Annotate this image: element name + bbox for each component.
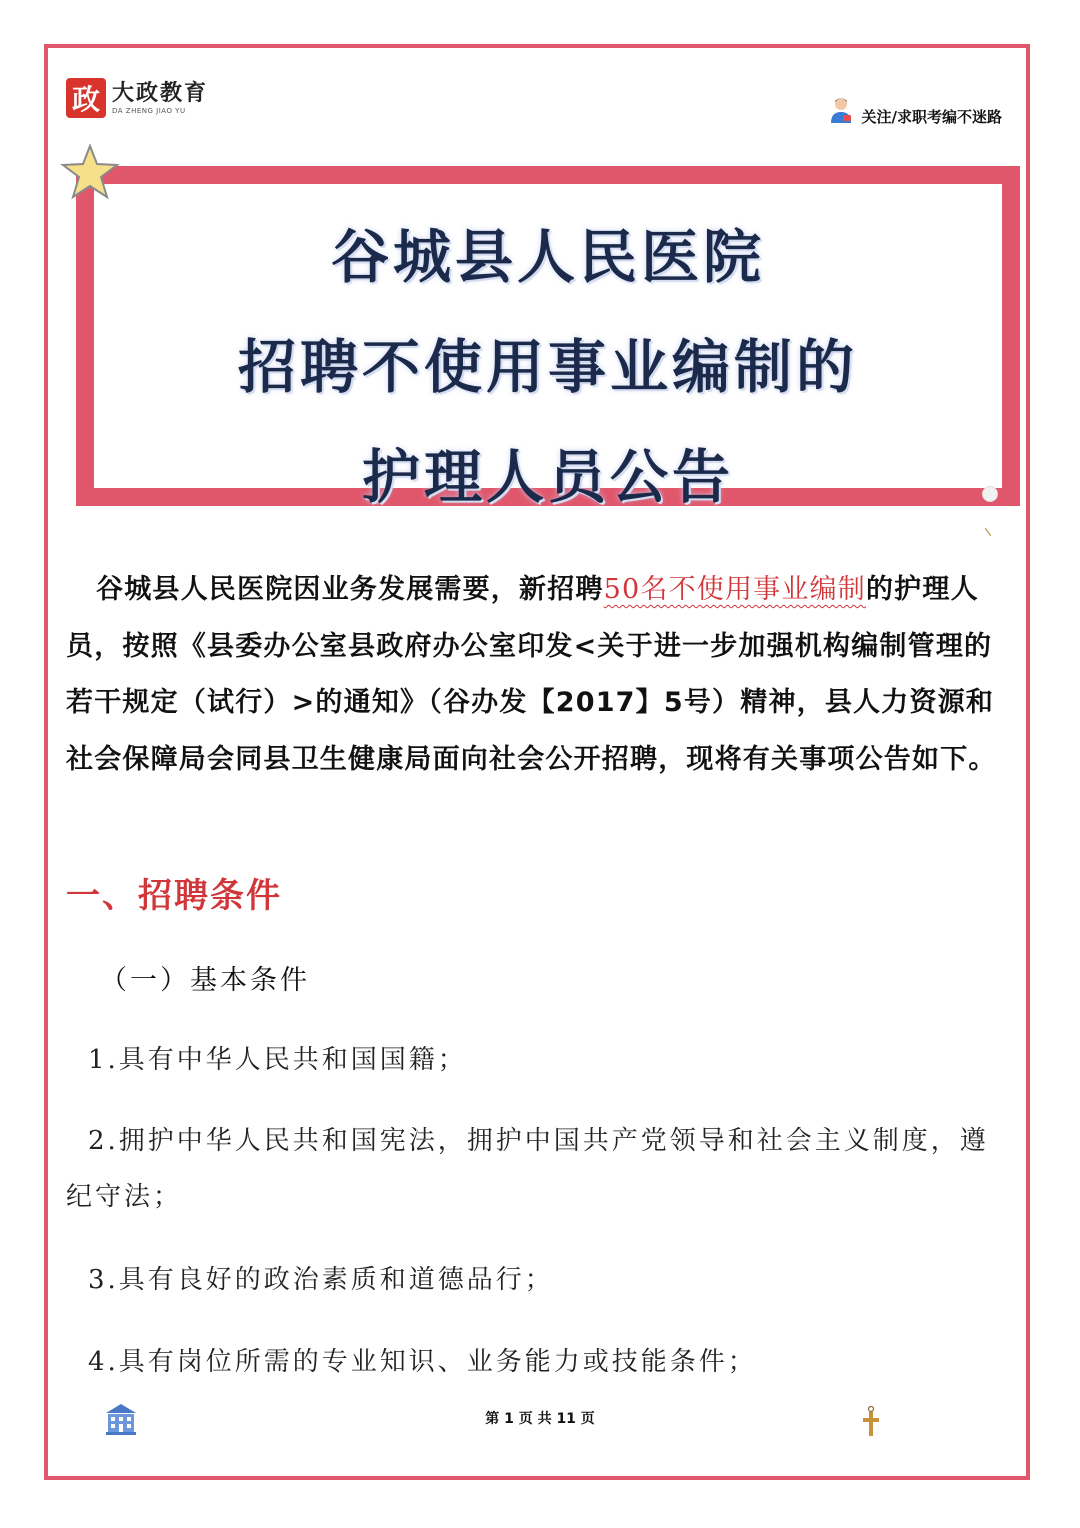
title-box — [76, 166, 1020, 511]
condition-item-4: 4.具有岗位所需的专业知识、业务能力或技能条件； — [88, 1347, 757, 1377]
brand-name: 大政教育 — [112, 80, 209, 106]
intro-text-part1: 谷城县人民医院因业务发展需要，新招聘 — [96, 574, 604, 605]
intro-highlight: 50名不使用事业编制 — [603, 574, 866, 605]
brand-logo-icon: 政 — [66, 78, 106, 118]
section-heading-recruitment-conditions: 一、招聘条件 — [66, 876, 282, 916]
cross-icon — [860, 1406, 882, 1438]
condition-item-3: 3.具有良好的政治素质和道德品行； — [88, 1265, 554, 1295]
condition-item-2: 2.拥护中华人民共和国宪法，拥护中国共产党领导和社会主义制度，遵纪守法； — [66, 1126, 989, 1212]
title-line-2: 招聘不使用事业编制的 — [237, 333, 858, 401]
person-icon — [828, 96, 854, 124]
decorative-dot — [982, 486, 998, 502]
intro-text-part2: 的护理人员，按照《县委办公室县政府办公室印发<关于进一步加强机构编制管理的若干规定（试行）>的通知》（谷办发【2017】5号）精神，县人力资源和社会保障局会同县卫生健康局面向社会公开招聘，现将有关事项公告如下。 — [66, 574, 997, 775]
page-number: 第 1 页 共 11 页 — [485, 1411, 595, 1427]
intro-paragraph — [66, 562, 1016, 788]
subheading-basic-conditions: （一）基本条件 — [100, 965, 310, 996]
brand-subtitle: DA ZHENG JIAO YU — [112, 107, 186, 115]
follow-text: 关注/求职考编不迷路 — [861, 108, 1002, 126]
title-line-1: 谷城县人民医院 — [330, 223, 765, 291]
condition-item-1: 1.具有中华人民共和国国籍； — [88, 1045, 467, 1075]
star-icon — [60, 144, 120, 200]
title-line-3: 护理人员公告 — [361, 443, 734, 511]
brand-logo-group — [66, 78, 208, 118]
decorative-tick-icon — [985, 528, 991, 536]
follow-banner — [828, 92, 1002, 127]
